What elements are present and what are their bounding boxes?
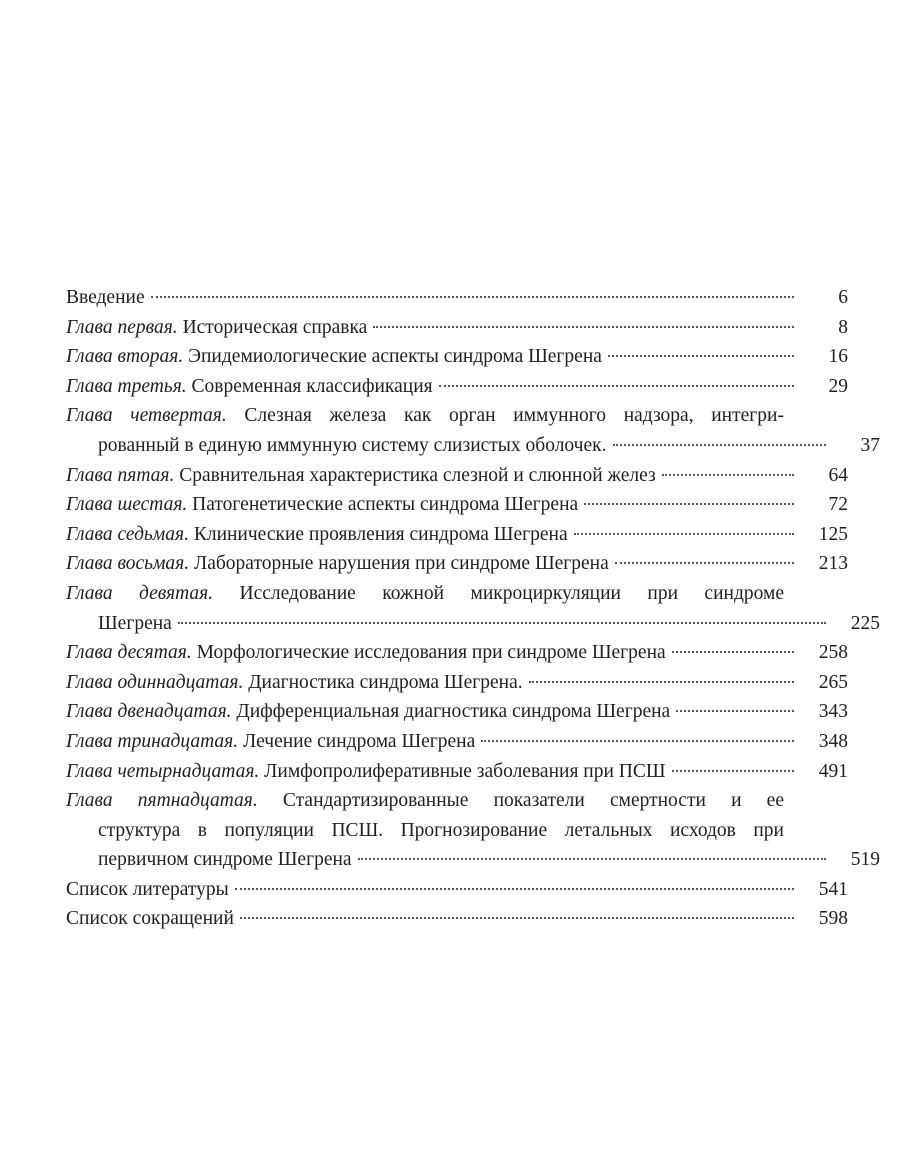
chapter-title-line-2: Шегрена xyxy=(98,612,172,634)
dot-leader xyxy=(662,474,794,476)
chapter-title: Дифференциальная диагностика синдрома Шегрена xyxy=(231,701,671,723)
page-number: 343 xyxy=(818,701,848,723)
dot-leader xyxy=(574,533,794,535)
page-number: 519 xyxy=(850,849,880,871)
dot-leader xyxy=(481,740,794,742)
toc-label: Список литературы xyxy=(66,878,229,900)
page-number: 125 xyxy=(818,523,848,545)
chapter-title: Лечение синдрома Шегрена xyxy=(238,730,476,752)
dot-leader xyxy=(672,651,794,653)
chapter-number: Глава первая. xyxy=(66,316,178,338)
toc-entry-chapter-3 xyxy=(66,372,848,402)
toc-label xyxy=(66,490,578,520)
toc-label xyxy=(66,668,523,698)
toc-entry-chapter-6 xyxy=(66,490,848,520)
toc-label xyxy=(66,401,784,431)
chapter-number: Глава тринадцатая. xyxy=(66,730,239,752)
toc-label: Список сокращений xyxy=(66,908,234,930)
page-number: 225 xyxy=(850,612,880,634)
dot-leader xyxy=(615,562,794,564)
page-number: 541 xyxy=(818,878,848,900)
page-number: 258 xyxy=(818,642,848,664)
table-of-contents xyxy=(66,283,880,934)
page-number: 348 xyxy=(818,730,848,752)
toc-label xyxy=(66,342,602,372)
toc-label xyxy=(66,313,367,343)
dot-leader xyxy=(584,503,794,505)
toc-label xyxy=(66,579,784,609)
toc-label xyxy=(66,757,666,787)
toc-label xyxy=(66,461,656,491)
page-number: 29 xyxy=(828,375,848,397)
chapter-title: Эпидемиологические аспекты синдрома Шегрена xyxy=(183,346,602,368)
chapter-number: Глава шестая. xyxy=(66,494,188,516)
chapter-number: Глава четырнадцатая. xyxy=(66,760,260,782)
dot-leader xyxy=(235,888,794,890)
toc-entry-chapter-15 xyxy=(66,786,880,875)
toc-entry-chapter-7 xyxy=(66,520,848,550)
chapter-title: Сравнительная характеристика слезной и слюнной желез xyxy=(174,464,656,486)
chapter-title-line-3: первичном синдроме Шегрена xyxy=(98,849,352,871)
dot-leader xyxy=(358,858,826,860)
toc-entry-chapter-13 xyxy=(66,727,848,757)
dot-leader xyxy=(613,444,827,446)
toc-entry-chapter-1 xyxy=(66,313,848,343)
chapter-title: Современная классификация xyxy=(186,375,433,397)
dot-leader xyxy=(373,326,794,328)
dot-leader xyxy=(672,770,794,772)
dot-leader xyxy=(178,622,826,624)
chapter-title: Лимфопролиферативные заболевания при ПСШ xyxy=(259,760,666,782)
toc-entry-chapter-8 xyxy=(66,549,848,579)
chapter-title: Морфологические исследования при синдроме Шегрена xyxy=(191,642,666,664)
toc-entry-abbreviations xyxy=(66,904,848,934)
chapter-title: Клинические проявления синдрома Шегрена xyxy=(188,523,568,545)
page-number: 265 xyxy=(818,671,848,693)
toc-label xyxy=(66,638,666,668)
chapter-number: Глава пятая. xyxy=(66,464,175,486)
toc-label xyxy=(66,520,568,550)
page-number: 6 xyxy=(838,287,848,308)
toc-entry-chapter-2 xyxy=(66,342,848,372)
chapter-number: Глава одиннадцатая. xyxy=(66,671,244,693)
chapter-title-line-1: Слезная железа как орган иммунного надзора, интегри- xyxy=(226,405,784,427)
chapter-title: Историческая справка xyxy=(177,316,368,338)
chapter-title: Патогенетические аспекты синдрома Шегрена xyxy=(187,494,579,516)
chapter-number: Глава вторая. xyxy=(66,346,184,368)
chapter-number: Глава десятая. xyxy=(66,642,192,664)
chapter-number: Глава пятнадцатая. xyxy=(66,790,258,812)
page-number: 64 xyxy=(828,464,848,486)
page-number: 598 xyxy=(818,908,848,930)
dot-leader xyxy=(151,296,794,298)
page-number: 213 xyxy=(818,553,848,575)
toc-label xyxy=(66,727,475,757)
dot-leader xyxy=(439,385,794,387)
page-number: 8 xyxy=(838,316,848,338)
chapter-title: Диагностика синдрома Шегрена. xyxy=(243,671,523,693)
toc-label xyxy=(66,372,433,402)
chapter-number: Глава двенадцатая. xyxy=(66,701,232,723)
toc-entry-references xyxy=(66,875,848,905)
page-number: 16 xyxy=(828,346,848,368)
toc-entry-chapter-10 xyxy=(66,638,848,668)
chapter-number: Глава третья. xyxy=(66,375,187,397)
dot-leader xyxy=(608,355,794,357)
toc-entry-chapter-14 xyxy=(66,757,848,787)
toc-entry-chapter-5 xyxy=(66,461,848,491)
dot-leader xyxy=(529,681,794,683)
chapter-number: Глава восьмая. xyxy=(66,553,190,575)
chapter-number: Глава четвертая. xyxy=(66,405,227,427)
chapter-number: Глава девятая. xyxy=(66,582,214,604)
dot-leader xyxy=(676,710,794,712)
page-number: 491 xyxy=(818,760,848,782)
chapter-title: Лабораторные нарушения при синдроме Шегрена xyxy=(189,553,609,575)
toc-label: Введение xyxy=(66,287,145,308)
toc-label xyxy=(66,549,609,579)
chapter-title-line-2: рованный в единую иммунную систему слизистых оболочек. xyxy=(98,434,607,456)
page-number: 37 xyxy=(860,434,880,456)
chapter-title-line-1: Стандартизированные показатели смертности и ее xyxy=(257,790,784,812)
chapter-number: Глава седьмая. xyxy=(66,523,189,545)
dot-leader xyxy=(240,917,794,919)
toc-label xyxy=(66,697,670,727)
page-number: 72 xyxy=(828,494,848,516)
toc-entry-chapter-4 xyxy=(66,401,880,460)
toc-entry-chapter-11 xyxy=(66,668,848,698)
toc-entry-intro xyxy=(66,283,848,313)
toc-label xyxy=(66,786,784,816)
chapter-title-line-1: Исследование кожной микроциркуляции при синдроме xyxy=(213,582,785,604)
toc-entry-chapter-12 xyxy=(66,697,848,727)
chapter-title-line-2: структура в популяции ПСШ. Прогнозирование летальных исходов при xyxy=(98,819,784,841)
toc-entry-chapter-9 xyxy=(66,579,880,638)
